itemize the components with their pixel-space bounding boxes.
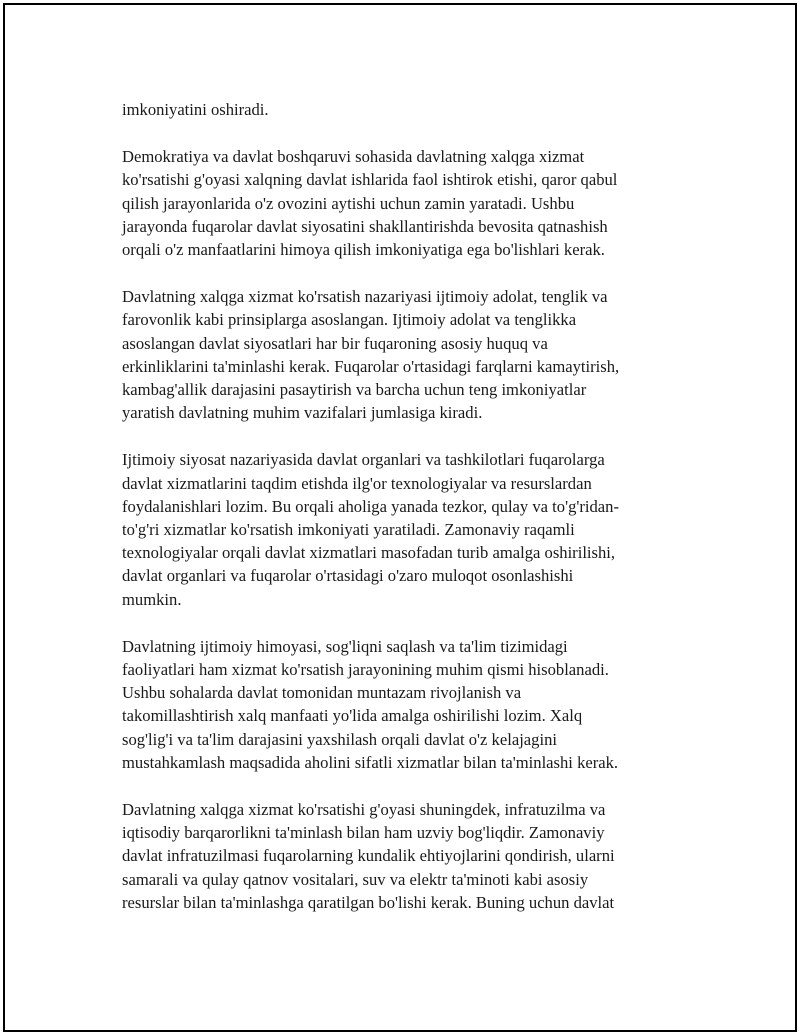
text-line: jarayonda fuqarolar davlat siyosatini shakllantirishda bevosita qatnashish — [122, 216, 608, 236]
paragraph — [122, 798, 682, 914]
text-line: erkinliklarini ta'minlashi kerak. Fuqarolar o'rtasidagi farqlarni kamaytirish, — [122, 356, 620, 376]
page-text — [122, 98, 682, 938]
text-line: Davlatning xalqga xizmat ko'rsatish nazariyasi ijtimoiy adolat, tenglik va — [122, 287, 608, 307]
text-line: imkoniyatini oshiradi. — [122, 100, 269, 119]
paragraph — [122, 98, 682, 121]
text-line: davlat organlari va fuqarolar o'rtasidagi o'zaro muloqot osonlashishi — [122, 566, 574, 586]
paragraph — [122, 145, 682, 261]
text-line: mumkin. — [122, 589, 182, 609]
text-line: to'g'ri xizmatlar ko'rsatish imkoniyati yaratiladi. Zamonaviy raqamli — [122, 520, 575, 540]
text-line: takomillashtirish xalq manfaati yo'lida amalga oshirilishi lozim. Xalq — [122, 706, 583, 726]
page-frame — [3, 3, 797, 1032]
text-line: Ushbu sohalarda davlat tomonidan muntazam rivojlanish va — [122, 683, 522, 703]
text-line: iqtisodiy barqarorlikni ta'minlash bilan ham uzviy bog'liqdir. Zamonaviy — [122, 823, 605, 843]
text-line: kambag'allik darajasini pasaytirish va barcha uchun teng imkoniyatlar — [122, 380, 587, 400]
text-line: yaratish davlatning muhim vazifalari jumlasiga kiradi. — [122, 403, 483, 423]
text-line: resurslar bilan ta'minlashga qaratilgan bo'lishi kerak. Buning uchun davlat — [122, 892, 615, 912]
text-line: Davlatning ijtimoiy himoyasi, sog'liqni saqlash va ta'lim tizimidagi — [122, 636, 568, 656]
text-line: orqali o'z manfaatlarini himoya qilish imkoniyatiga ega bo'lishlari kerak. — [122, 240, 605, 260]
text-line: davlat xizmatlarini taqdim etishda ilg'or texnologiyalar va resurslardan — [122, 473, 592, 493]
text-line: qilish jarayonlarida o'z ovozini aytishi uchun zamin yaratadi. Ushbu — [122, 193, 575, 213]
text-line: foydalanishlari lozim. Bu orqali aholiga yanada tezkor, qulay va to'g'ridan- — [122, 496, 619, 516]
text-line: samarali va qulay qatnov vositalari, suv va elektr ta'minoti kabi asosiy — [122, 869, 589, 889]
text-line: texnologiyalar orqali davlat xizmatlari masofadan turib amalga oshirilishi, — [122, 543, 616, 563]
text-line: Davlatning xalqga xizmat ko'rsatishi g'oyasi shuningdek, infratuzilma va — [122, 800, 606, 820]
paragraph — [122, 448, 682, 610]
text-line: Ijtimoiy siyosat nazariyasida davlat organlari va tashkilotlari fuqarolarga — [122, 450, 605, 470]
paragraph — [122, 635, 682, 774]
text-line: Demokratiya va davlat boshqaruvi sohasida davlatning xalqga xizmat — [122, 147, 585, 167]
text-line: ko'rsatishi g'oyasi xalqning davlat ishlarida faol ishtirok etishi, qaror qabul — [122, 170, 618, 190]
text-line: davlat infratuzilmasi fuqarolarning kundalik ehtiyojlarini qondirish, ularni — [122, 846, 615, 866]
text-line: farovonlik kabi prinsiplarga asoslangan. Ijtimoiy adolat va tenglikka — [122, 310, 577, 330]
text-line: asoslangan davlat siyosatlari har bir fuqaroning asosiy huquq va — [122, 333, 548, 353]
text-line: mustahkamlash maqsadida aholini sifatli xizmatlar bilan ta'minlashi kerak. — [122, 752, 619, 772]
text-line: sog'lig'i va ta'lim darajasini yaxshilash orqali davlat o'z kelajagini — [122, 729, 557, 749]
paragraph — [122, 285, 682, 424]
text-line: faoliyatlari ham xizmat ko'rsatish jarayonining muhim qismi hisoblanadi. — [122, 660, 609, 680]
